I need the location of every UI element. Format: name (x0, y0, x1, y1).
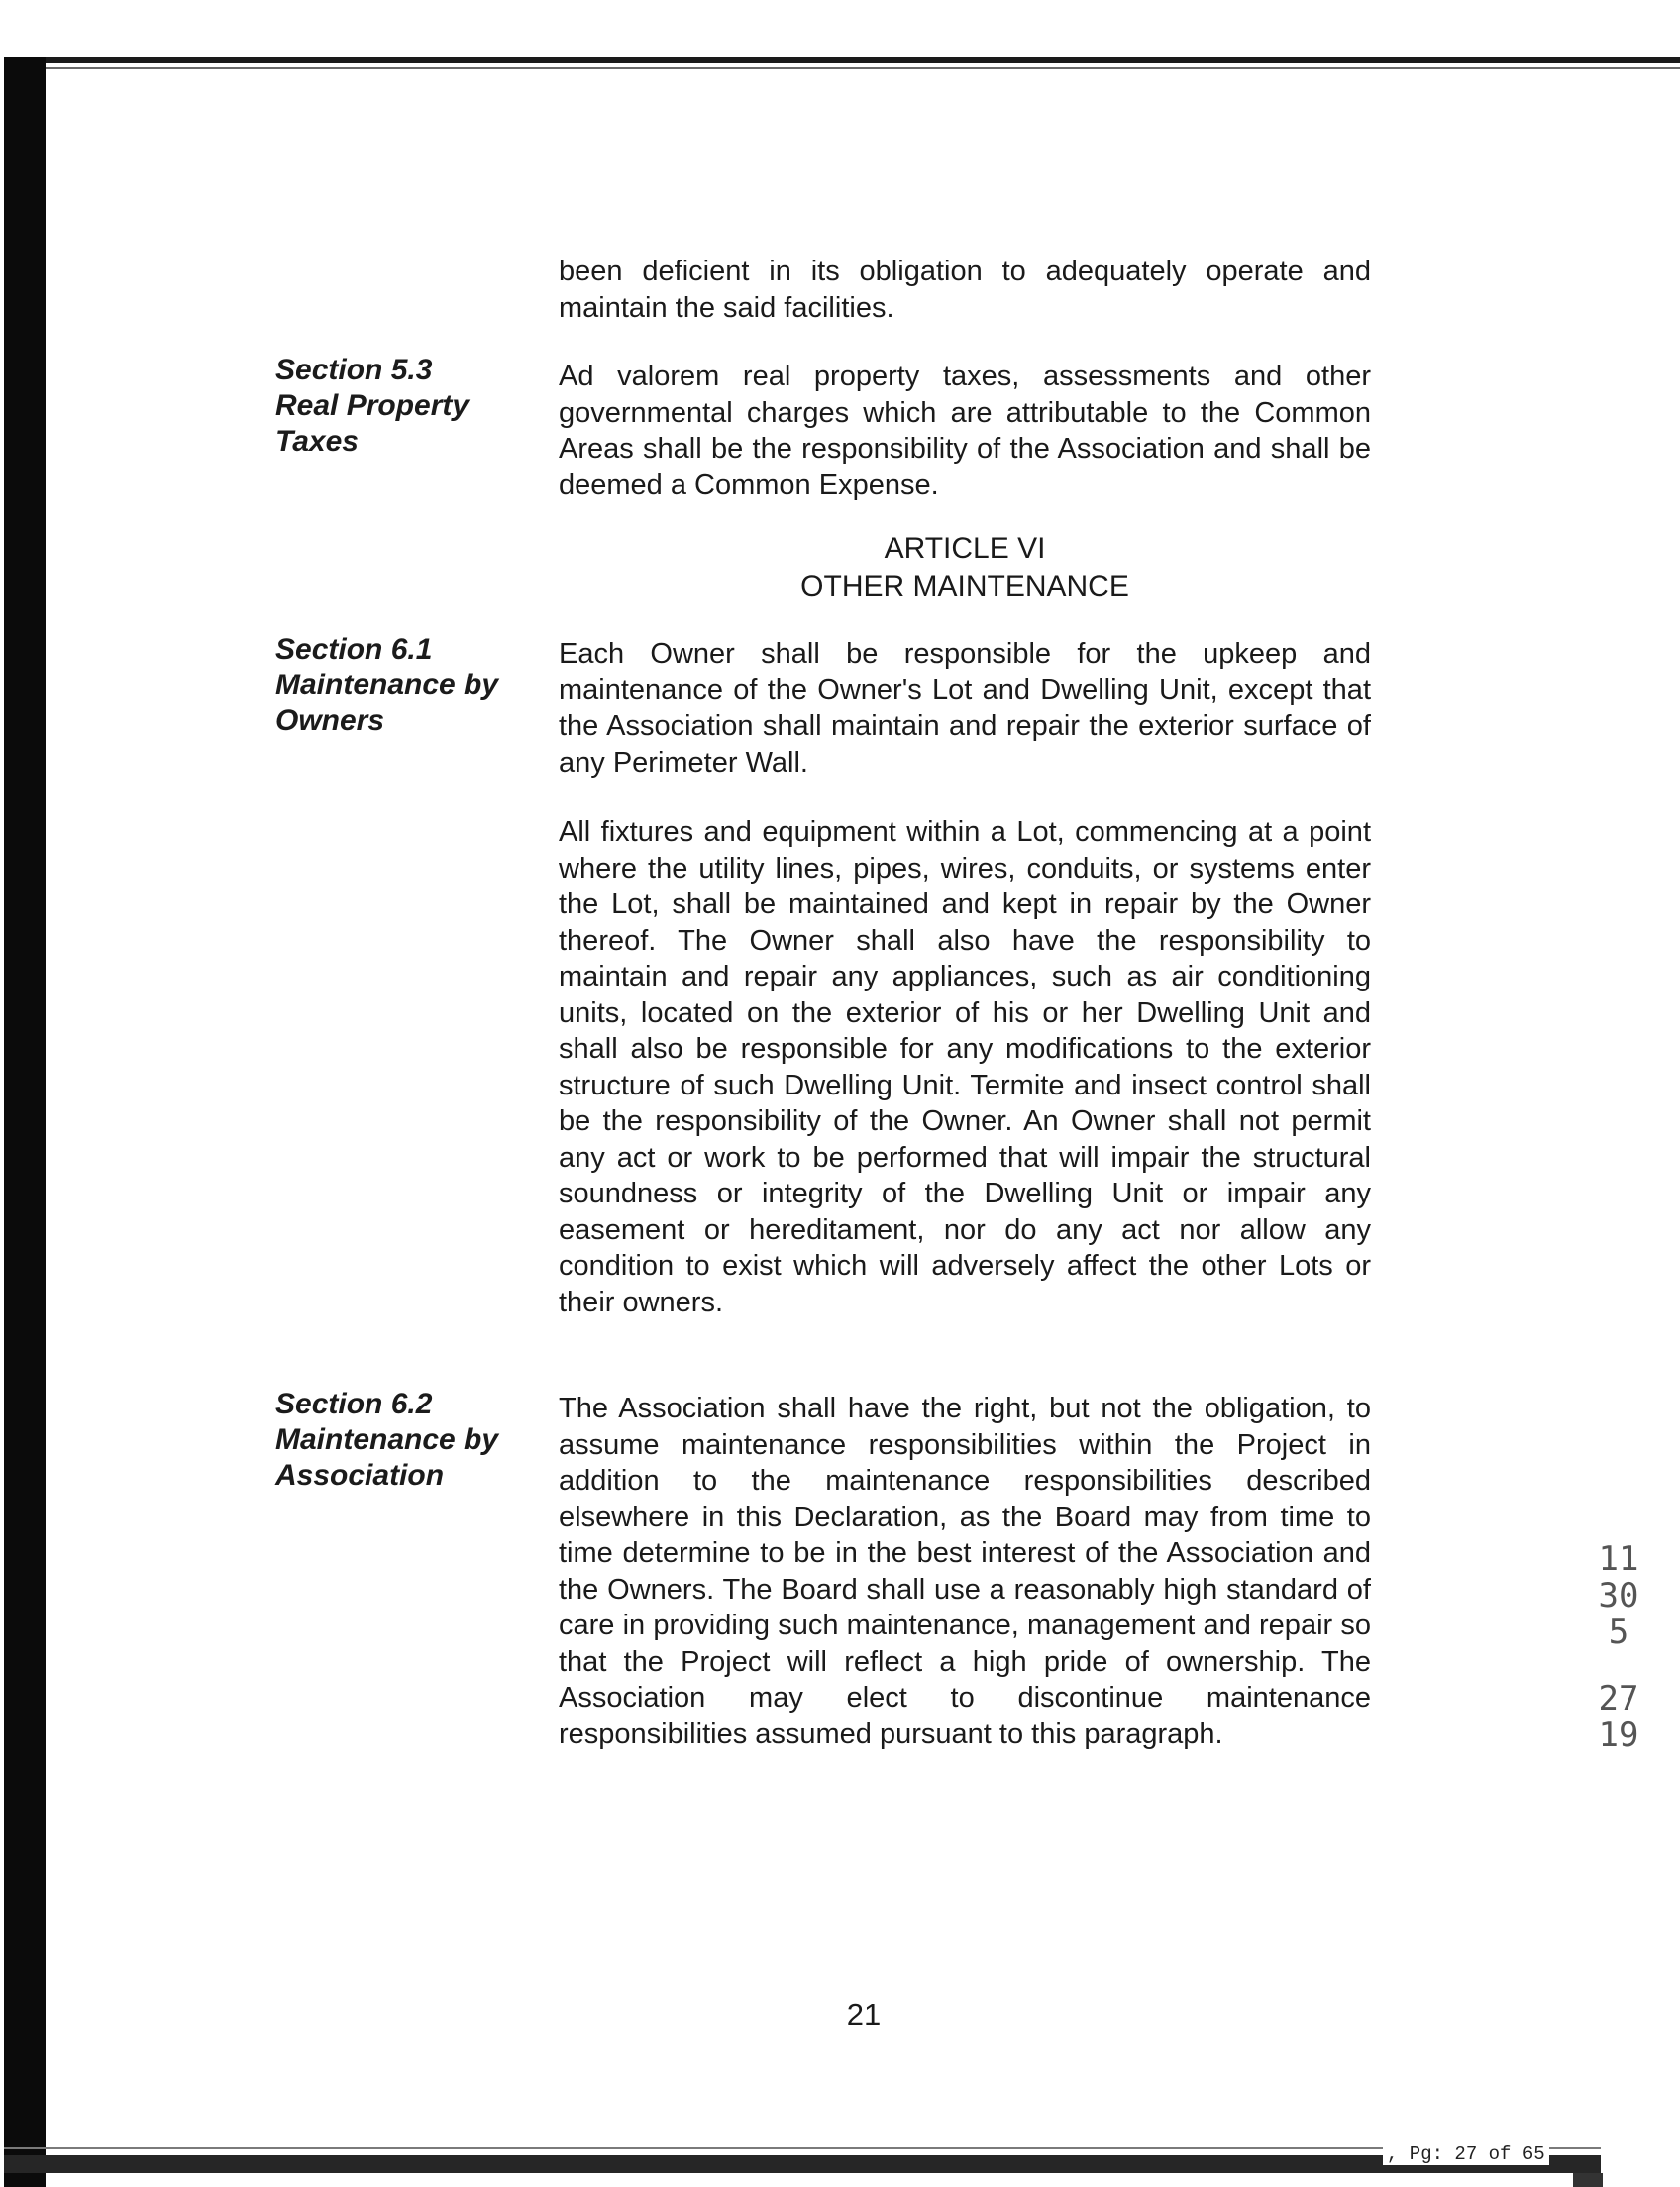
section-label-line: Real Property (275, 389, 470, 422)
scan-border-bottom-line (4, 2147, 1601, 2149)
bates-number-bottom: 2719 (1598, 1679, 1639, 1755)
section-5-3-label (275, 353, 523, 460)
bates-stamp (1597, 1541, 1640, 1754)
section-label-line: Taxes (275, 425, 359, 458)
section-6-1-paragraph-1: Each Owner shall be responsible for the upkeep and maintenance of the Owner's Lot and Dwelling Unit, except that the Association shall maintain and repair the exterior surface of any Perimeter Wall. (559, 638, 1371, 779)
section-label-line: Maintenance by (275, 1423, 499, 1456)
scan-border-corner (1573, 2173, 1603, 2187)
footer-page-count: , Pg: 27 of 65 (1383, 2143, 1549, 2165)
article-heading (559, 529, 1371, 606)
section-6-2-label (275, 1387, 523, 1494)
intro-paragraph: been deficient in its obligation to adequately operate and maintain the said facilities. (559, 256, 1371, 324)
section-label-line: Owners (275, 704, 385, 737)
section-label-line: Section 5.3 (275, 354, 433, 386)
scan-border-bottom (4, 2155, 1601, 2173)
section-label-line: Association (275, 1459, 445, 1492)
section-6-1-paragraph-2: All fixtures and equipment within a Lot, commencing at a point where the utility lines, pipes, wires, conduits, or systems enter the Lot, shall be maintained and kept in repair by the Owner thereof. The Owner shall also have the responsibility to maintain and repair any appliances, such as air conditioning units, located on the exterior of his or her Dwelling Unit and shall also be responsible for any modifications to the exterior structure of such Dwelling Unit. Termite and insect control shall be the responsibility of the Owner. An Owner shall not permit any act or work to be performed that will impair the structural soundness or integrity of the Dwelling Unit or impair any easement or hereditament, nor do any act nor allow any condition to exist which will adversely affect the other Lots or their owners. (559, 816, 1371, 1318)
bates-number-top: 11305 (1598, 1539, 1639, 1652)
page-number: 21 (846, 1997, 882, 2031)
scan-border-top (4, 57, 1680, 63)
scan-border-left (4, 57, 46, 2187)
article-title: OTHER MAINTENANCE (800, 571, 1129, 603)
section-5-3-paragraph: Ad valorem real property taxes, assessments and other governmental charges which are attributable to the Common Areas shall be the responsibility of the Association and shall be deemed a Common Expense. (559, 361, 1371, 501)
scan-border-top-line (46, 67, 1680, 69)
article-number: ARTICLE VI (884, 532, 1046, 565)
section-6-2-paragraph: The Association shall have the right, but not the obligation, to assume maintenance responsibilities within the Project in addition to the maintenance responsibilities described elsewhere in this Declaration, as the Board may from time to time determine to be in the best interest of the Association and the Owners. The Board shall use a reasonably high standard of care in providing such maintenance, management and repair so that the Project will reflect a high pride of ownership. The Association may elect to discontinue maintenance responsibilities assumed pursuant to this paragraph. (559, 1393, 1371, 1750)
section-label-line: Section 6.2 (275, 1388, 433, 1420)
section-6-1-label (275, 632, 523, 739)
section-label-line: Section 6.1 (275, 633, 433, 666)
section-label-line: Maintenance by (275, 669, 499, 701)
